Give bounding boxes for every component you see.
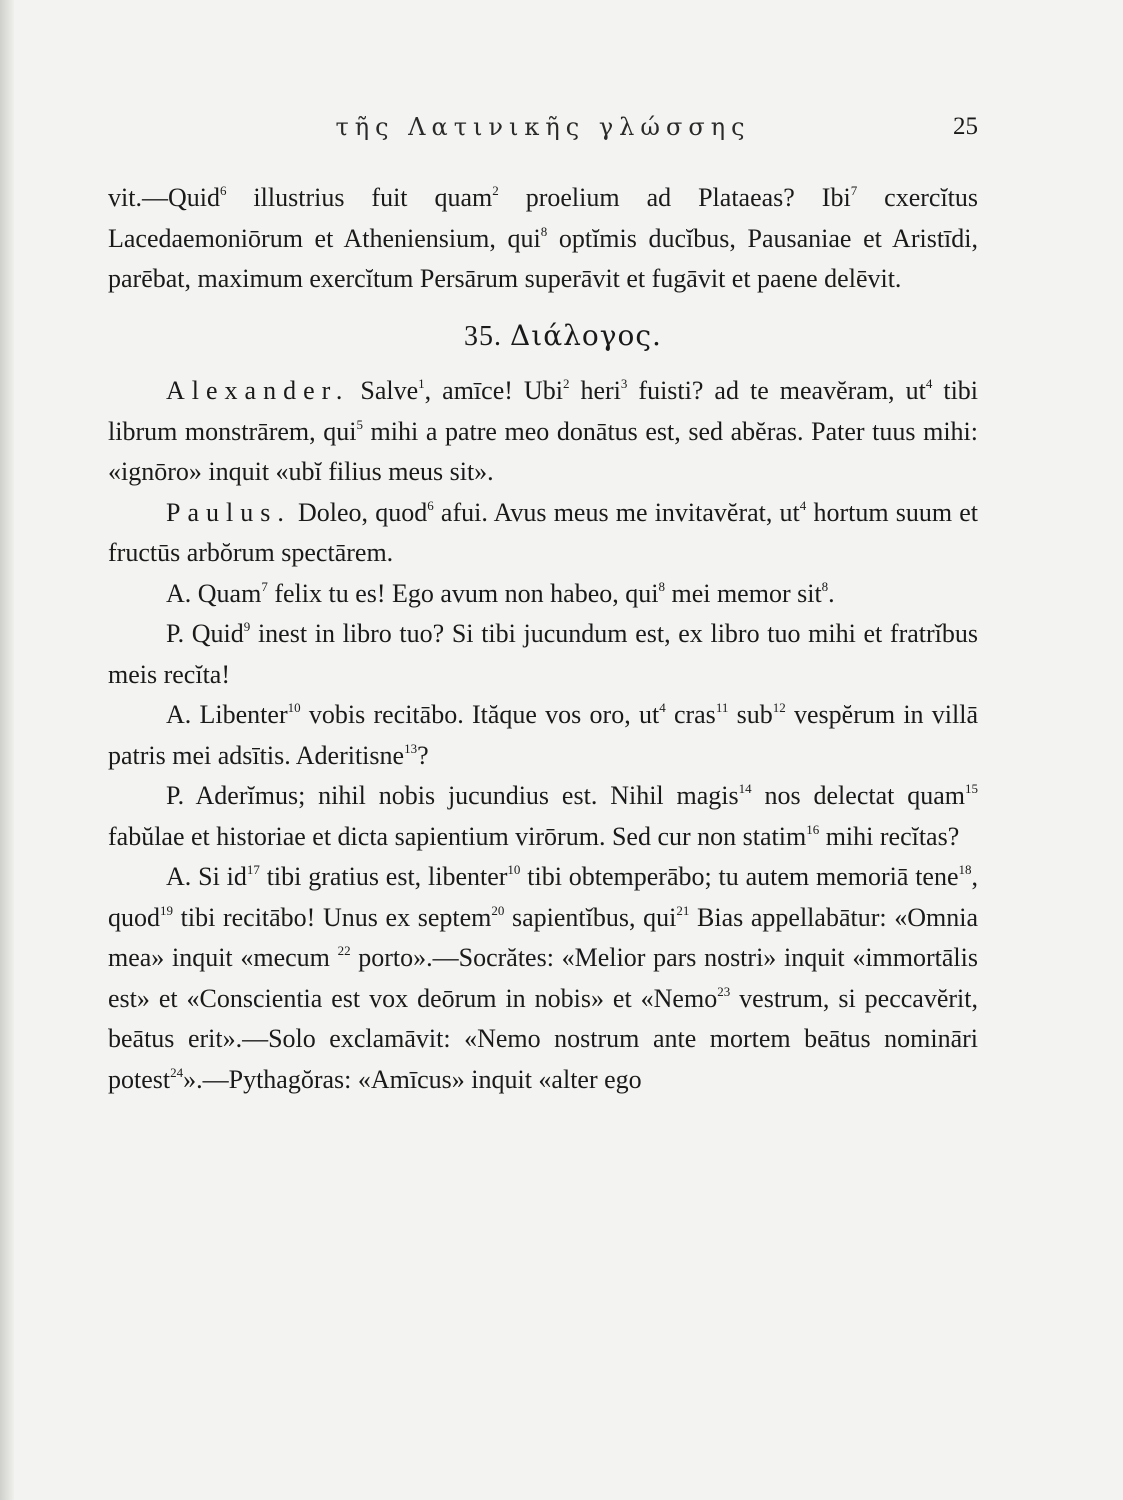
text-run: mihi a patre meo donātus est, sed abĕras. Pater tuus mihi: «ignōro» inquit «ubĭ filius meus sit». — [108, 416, 978, 486]
footnote-marker: 7 — [850, 183, 858, 198]
dialogue — [108, 371, 978, 1100]
footnote-marker: 16 — [806, 821, 820, 837]
text-run: P. Aderĭmus; nihil nobis jucundius est. Nihil magis — [166, 781, 739, 810]
text-run: nos delectat quam — [751, 781, 965, 810]
footnote-marker: 11 — [715, 700, 729, 715]
footnote-marker: 5 — [356, 416, 363, 432]
text-run: tibi obtemperābo; tu autem memoriā tene — [520, 862, 959, 891]
text-run: cras — [665, 700, 716, 729]
text-run: sapientĭbus, qui — [504, 902, 677, 932]
text-run: sub — [728, 700, 773, 729]
dialogue-paragraph — [108, 695, 978, 776]
text-run: A. Si id — [166, 862, 247, 891]
page-number: 25 — [953, 113, 978, 140]
text-run: proelium ad Plataeas? Ibi — [498, 183, 851, 212]
text-run: vit.—Quid — [108, 183, 220, 212]
text-run: Doleo, quod — [290, 497, 428, 527]
footnote-marker: 8 — [821, 578, 829, 594]
text-run: A. Libenter — [166, 700, 288, 729]
dialogue-paragraph — [108, 857, 978, 1100]
dialogue-paragraph — [108, 776, 978, 857]
speaker-name: Alexander. — [166, 376, 350, 405]
text-run: Bias appellabātur: «Omnia mea» inquit «mecum — [108, 902, 978, 972]
text-run: mihi recĭtas? — [819, 821, 960, 851]
footnote-marker: 3 — [620, 376, 628, 391]
footnote-marker: 13 — [404, 740, 418, 756]
footnote-marker: 6 — [427, 497, 434, 513]
footnote-marker: 7 — [261, 578, 268, 594]
text-run: cxercĭtus Lacedaemoniōrum et Atheniensium, qui — [108, 183, 979, 253]
footnote-marker: 22 — [337, 943, 351, 958]
footnote-marker: 4 — [925, 376, 933, 391]
footnote-marker: 10 — [507, 862, 521, 877]
text-run: ».—Pythagŏras: «Amīcus» inquit «alter ego — [183, 1064, 642, 1094]
text-run: porto».—Socrătes: «Melior pars nostri» inquit «immortālis est» et «Conscientia est vox deōrum in nobis» et «Nemo — [108, 943, 978, 1013]
text-run: vespĕrum in villā patris mei adsītis. Aderitisne — [108, 700, 979, 770]
running-title: τῆς Λατινικῆς γλώσσης — [335, 113, 751, 141]
speaker-name: Paulus. — [166, 497, 291, 527]
footnote-marker: 8 — [658, 578, 665, 594]
dialogue-paragraph — [108, 493, 978, 574]
text-run: vestrum, si peccavĕrit, beātus erit».—Solo exclamāvit: «Nemo nostrum ante mortem beātus nomināri potest — [108, 983, 978, 1094]
text-run: , amīce! Ubi — [424, 376, 563, 405]
text-run: optĭmis ducĭbus, Pausaniae et Aristīdi, parēbat, maximum exercĭtum Persārum superāvit et fugāvit et paene delēvit. — [108, 223, 978, 293]
page-header — [108, 113, 978, 153]
footnote-marker: 21 — [676, 902, 690, 918]
dialogue-paragraph — [108, 574, 978, 615]
text-run: A. Quam — [166, 578, 262, 608]
text-run: inest in libro tuo? Si tibi jucundum est, ex libro tuo mihi et fratrĭbus meis recĭta! — [108, 619, 979, 689]
footnote-marker: 8 — [540, 223, 548, 239]
body-text — [108, 178, 978, 1100]
footnote-marker: 24 — [170, 1064, 184, 1080]
text-run: tibi librum monstrārem, qui — [108, 376, 979, 446]
text-run: felix tu es! Ego avum non habeo, qui — [267, 578, 659, 608]
paragraph-continuation — [108, 178, 978, 300]
section-number: 35. — [464, 320, 503, 352]
text-run: . — [828, 578, 835, 608]
section-title: Διάλογος. — [510, 318, 662, 352]
footnote-marker: 9 — [243, 619, 251, 634]
footnote-marker: 10 — [287, 700, 301, 715]
footnote-marker: 4 — [659, 700, 666, 715]
footnote-marker: 4 — [799, 497, 807, 513]
section-heading — [108, 316, 978, 358]
dialogue-paragraph — [108, 614, 978, 695]
dialogue-paragraph — [108, 371, 978, 493]
text-run: tibi gratius est, libenter — [259, 862, 508, 891]
text-run: tibi recitābo! Unus ex septem — [173, 902, 492, 932]
text-run: heri — [569, 376, 621, 405]
text-run: ? — [417, 740, 429, 770]
footnote-marker: 23 — [717, 983, 731, 999]
footnote-marker: 18 — [958, 862, 972, 877]
text-run: fuisti? ad te meavĕram, ut — [627, 376, 926, 405]
text-run: illustrius fuit quam — [226, 183, 493, 212]
text-run: hortum suum et fructūs arbŏrum spectārem. — [108, 497, 978, 567]
text-run: afui. Avus meus me invitavĕrat, ut — [433, 497, 800, 527]
footnote-marker: 1 — [418, 376, 425, 391]
footnote-marker: 12 — [772, 700, 786, 715]
text-run: mei memor sit — [664, 578, 822, 608]
footnote-marker: 17 — [246, 862, 260, 877]
text-run: fabŭlae et historiae et dicta sapientium virōrum. Sed cur non statim — [108, 821, 807, 851]
footnote-marker: 19 — [160, 902, 173, 918]
text-run: , quod — [108, 862, 978, 932]
text-run: vobis recitābo. Ităque vos oro, ut — [300, 700, 660, 729]
footnote-marker: 20 — [491, 902, 505, 918]
footnote-marker: 15 — [965, 781, 978, 796]
text-run: P. Quid — [166, 619, 244, 648]
footnote-marker: 14 — [738, 781, 752, 796]
footnote-marker: 2 — [492, 183, 499, 198]
footnote-marker: 6 — [219, 183, 227, 198]
footnote-marker: 2 — [562, 376, 570, 391]
page-edge — [0, 0, 14, 1500]
text-run: Salve — [349, 376, 419, 405]
